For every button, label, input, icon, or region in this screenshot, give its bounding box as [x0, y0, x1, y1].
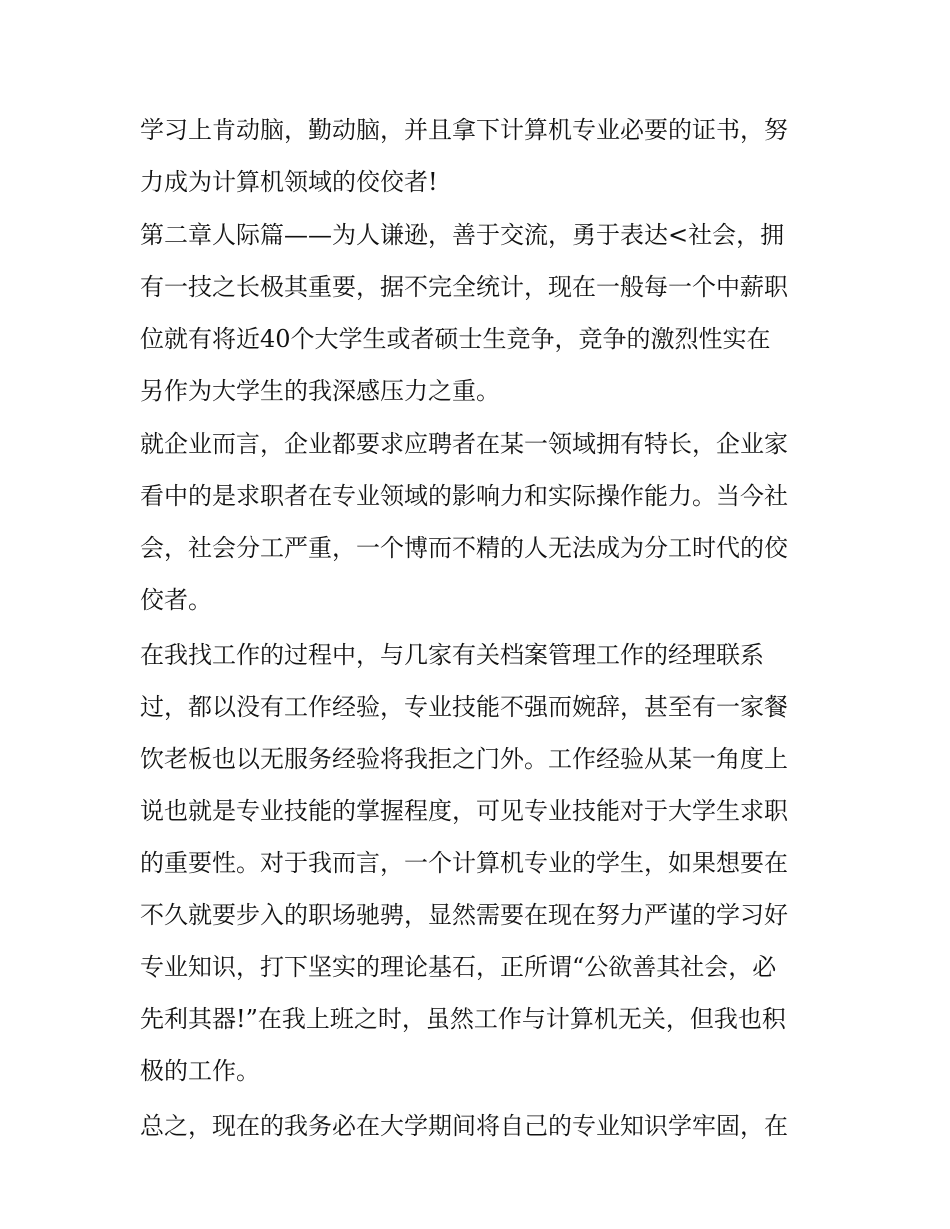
text-line: 先利其器!”在我上班之时，虽然工作与计算机无关，但我也积	[140, 1005, 786, 1033]
text-line: 力成为计算机领域的佼佼者!	[140, 168, 438, 196]
text-line: 佼者。	[140, 586, 212, 614]
text-line: 说也就是专业技能的掌握程度，可见专业技能对于大学生求职	[140, 797, 788, 825]
paragraph-2	[140, 209, 812, 417]
text-line: 看中的是求职者在专业领域的影响力和实际操作能力。当今社	[140, 482, 788, 510]
document-body	[140, 104, 812, 1152]
text-line: 位就有将近40个大学生或者硕士生竞争，竞争的激烈性实在	[140, 325, 771, 353]
text-line: 另作为大学生的我深感压力之重。	[140, 377, 500, 405]
text-line: 会，社会分工严重，一个博而不精的人无法成为分工时代的佼	[140, 534, 788, 562]
text-line: 就企业而言，企业都要求应聘者在某一领域拥有特长，企业家	[140, 430, 788, 458]
text-line: 不久就要步入的职场驰骋，显然需要在现在努力严谨的学习好	[140, 901, 788, 929]
paragraph-5	[140, 1100, 812, 1152]
text-line: 的重要性。对于我而言，一个计算机专业的学生，如果想要在	[140, 849, 788, 877]
text-line: 在我找工作的过程中，与几家有关档案管理工作的经理联系	[140, 641, 764, 669]
text-line: 有一技之长极其重要，据不完全统计，现在一般每一个中薪职	[140, 273, 788, 301]
text-line: 专业知识，打下坚实的理论基石，正所谓“公欲善其社会，必	[140, 953, 777, 981]
text-line: 过，都以没有工作经验，专业技能不强而婉辞，甚至有一家餐	[140, 693, 788, 721]
paragraph-1	[140, 104, 812, 208]
text-line: 学习上肯动脑，勤动脑，并且拿下计算机专业必要的证书，努	[140, 116, 788, 144]
text-line: 极的工作。	[140, 1057, 260, 1085]
paragraph-4	[140, 629, 812, 1097]
paragraph-3	[140, 418, 812, 626]
text-line: 饮老板也以无服务经验将我拒之门外。工作经验从某一角度上	[140, 745, 788, 773]
text-line: 总之，现在的我务必在大学期间将自己的专业知识学牢固，在	[140, 1112, 788, 1140]
text-line: 第二章人际篇——为人谦逊，善于交流，勇于表达<社会，拥	[140, 221, 785, 249]
